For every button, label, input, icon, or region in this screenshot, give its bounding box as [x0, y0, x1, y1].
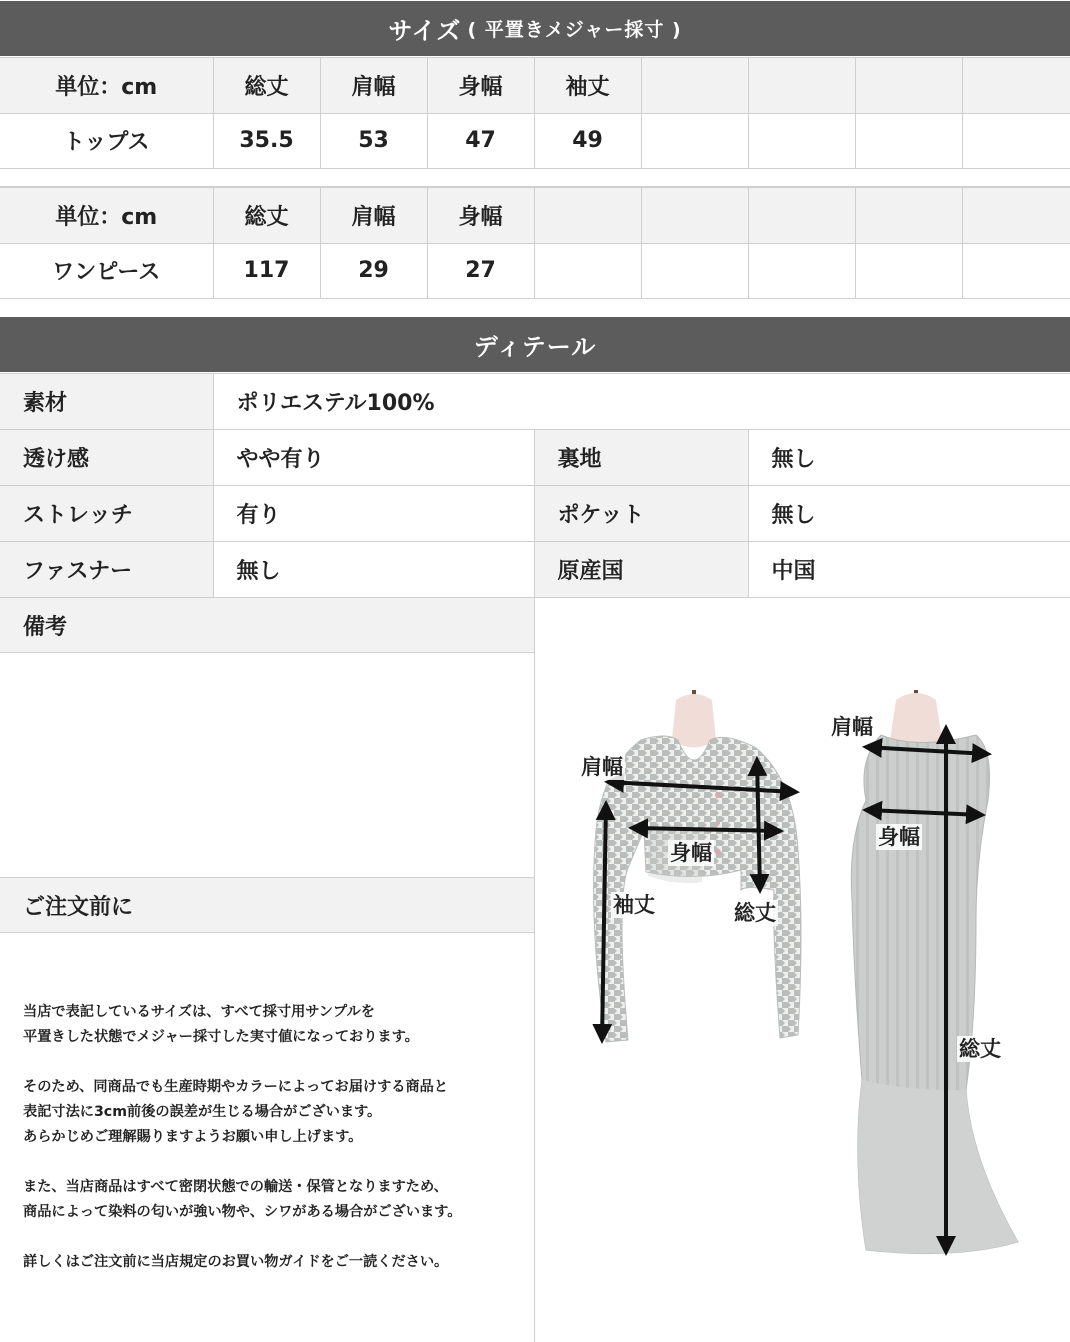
detail-value: 無し	[213, 542, 534, 598]
notice-paragraph: そのため、同商品でも生産時期やカラーによってお届けする商品と 表記寸法に3cm前後の誤差が生じる場合がございます。 あらかじめご理解賜りますようお願い申し上げます。	[23, 1079, 449, 1145]
dress-chest-label: 身幅	[878, 825, 920, 849]
size-section-title: サイズ	[388, 17, 462, 45]
detail-label: ポケット	[534, 486, 748, 542]
size-section-subtitle: ( 平置きメジャー採寸 )	[467, 19, 682, 41]
dress-value-row	[0, 243, 1070, 299]
detail-row	[0, 486, 1070, 542]
material-label: 素材	[0, 374, 213, 430]
table-cell	[748, 243, 855, 299]
table-cell: 35.5	[213, 113, 320, 169]
detail-label: 原産国	[534, 542, 748, 598]
notice-label	[0, 877, 535, 933]
notice-label-text: ご注文前に	[23, 894, 134, 920]
detail-label: 透け感	[0, 430, 213, 486]
detail-value: やや有り	[213, 430, 534, 486]
table-cell: 49	[534, 113, 641, 169]
table-cell	[962, 243, 1070, 299]
notice-paragraph: 当店で表記しているサイズは、すべて採寸用サンプルを 平置きした状態でメジャー採寸した実寸値になっております。	[23, 1004, 419, 1045]
garment-drawing	[536, 600, 1070, 1342]
dress-length-label: 総丈	[959, 1037, 1001, 1061]
cardigan-sleeve-label: 袖丈	[613, 893, 655, 917]
detail-table	[0, 373, 1070, 598]
table-cell: 総丈	[213, 58, 320, 114]
material-value: ポリエステル100%	[213, 374, 1070, 430]
size-section-header	[0, 1, 1070, 56]
table-cell	[641, 58, 748, 114]
table-cell	[855, 58, 962, 114]
table-spacer	[0, 168, 1070, 187]
table-cell: 47	[427, 113, 534, 169]
cardigan-shoulder-label: 肩幅	[581, 755, 623, 779]
table-cell	[641, 243, 748, 299]
detail-section-header	[0, 317, 1070, 372]
table-cell: 単位：cm	[0, 188, 213, 244]
dress-header-row	[0, 188, 1070, 244]
detail-row	[0, 430, 1070, 486]
table-cell	[962, 58, 1070, 114]
notice-text	[23, 1000, 523, 1300]
cardigan-chest-label: 身幅	[670, 841, 712, 865]
table-cell	[855, 243, 962, 299]
garment-illustration	[536, 600, 1070, 1342]
table-cell: トップス	[0, 113, 213, 169]
table-cell: 53	[320, 113, 427, 169]
remarks-label	[0, 597, 535, 653]
dress-size-table	[0, 187, 1070, 299]
tops-header-row	[0, 58, 1070, 114]
table-cell	[748, 113, 855, 169]
table-cell: 27	[427, 243, 534, 299]
table-cell	[855, 188, 962, 244]
detail-value: 無し	[748, 486, 1070, 542]
table-cell: 単位：cm	[0, 58, 213, 114]
table-cell: 総丈	[213, 188, 320, 244]
column-divider	[534, 597, 535, 1342]
table-cell	[641, 188, 748, 244]
table-cell: 29	[320, 243, 427, 299]
cardigan-mannequin	[672, 690, 716, 748]
dress-shoulder-label: 肩幅	[831, 715, 873, 739]
detail-value: 有り	[213, 486, 534, 542]
remarks-label-text: 備考	[23, 614, 68, 640]
tops-size-table	[0, 57, 1070, 169]
detail-label: ファスナー	[0, 542, 213, 598]
detail-row	[0, 542, 1070, 598]
detail-row-material	[0, 374, 1070, 430]
detail-section-title: ディテール	[473, 333, 597, 361]
notice-paragraph: 詳しくはご注文前に当店規定のお買い物ガイドをご一読ください。	[23, 1254, 449, 1270]
cardigan-length-label: 総丈	[734, 901, 776, 925]
table-cell: 肩幅	[320, 188, 427, 244]
tops-value-row	[0, 113, 1070, 169]
table-cell: 117	[213, 243, 320, 299]
table-cell: 袖丈	[534, 58, 641, 114]
detail-value: 無し	[748, 430, 1070, 486]
table-cell: ワンピース	[0, 243, 213, 299]
detail-label: ストレッチ	[0, 486, 213, 542]
detail-value: 中国	[748, 542, 1070, 598]
dress-mannequin	[890, 690, 942, 746]
table-cell	[962, 188, 1070, 244]
table-cell: 肩幅	[320, 58, 427, 114]
notice-paragraph: また、当店商品はすべて密閉状態での輸送・保管となりますため、 商品によって染料の匂いが強い物や、シワがある場合がございます。	[23, 1179, 462, 1220]
table-cell	[748, 58, 855, 114]
table-cell	[962, 113, 1070, 169]
table-cell: 身幅	[427, 58, 534, 114]
table-cell	[748, 188, 855, 244]
table-cell	[855, 113, 962, 169]
table-cell	[534, 243, 641, 299]
table-cell: 身幅	[427, 188, 534, 244]
detail-label: 裏地	[534, 430, 748, 486]
table-cell	[641, 113, 748, 169]
table-cell	[534, 188, 641, 244]
